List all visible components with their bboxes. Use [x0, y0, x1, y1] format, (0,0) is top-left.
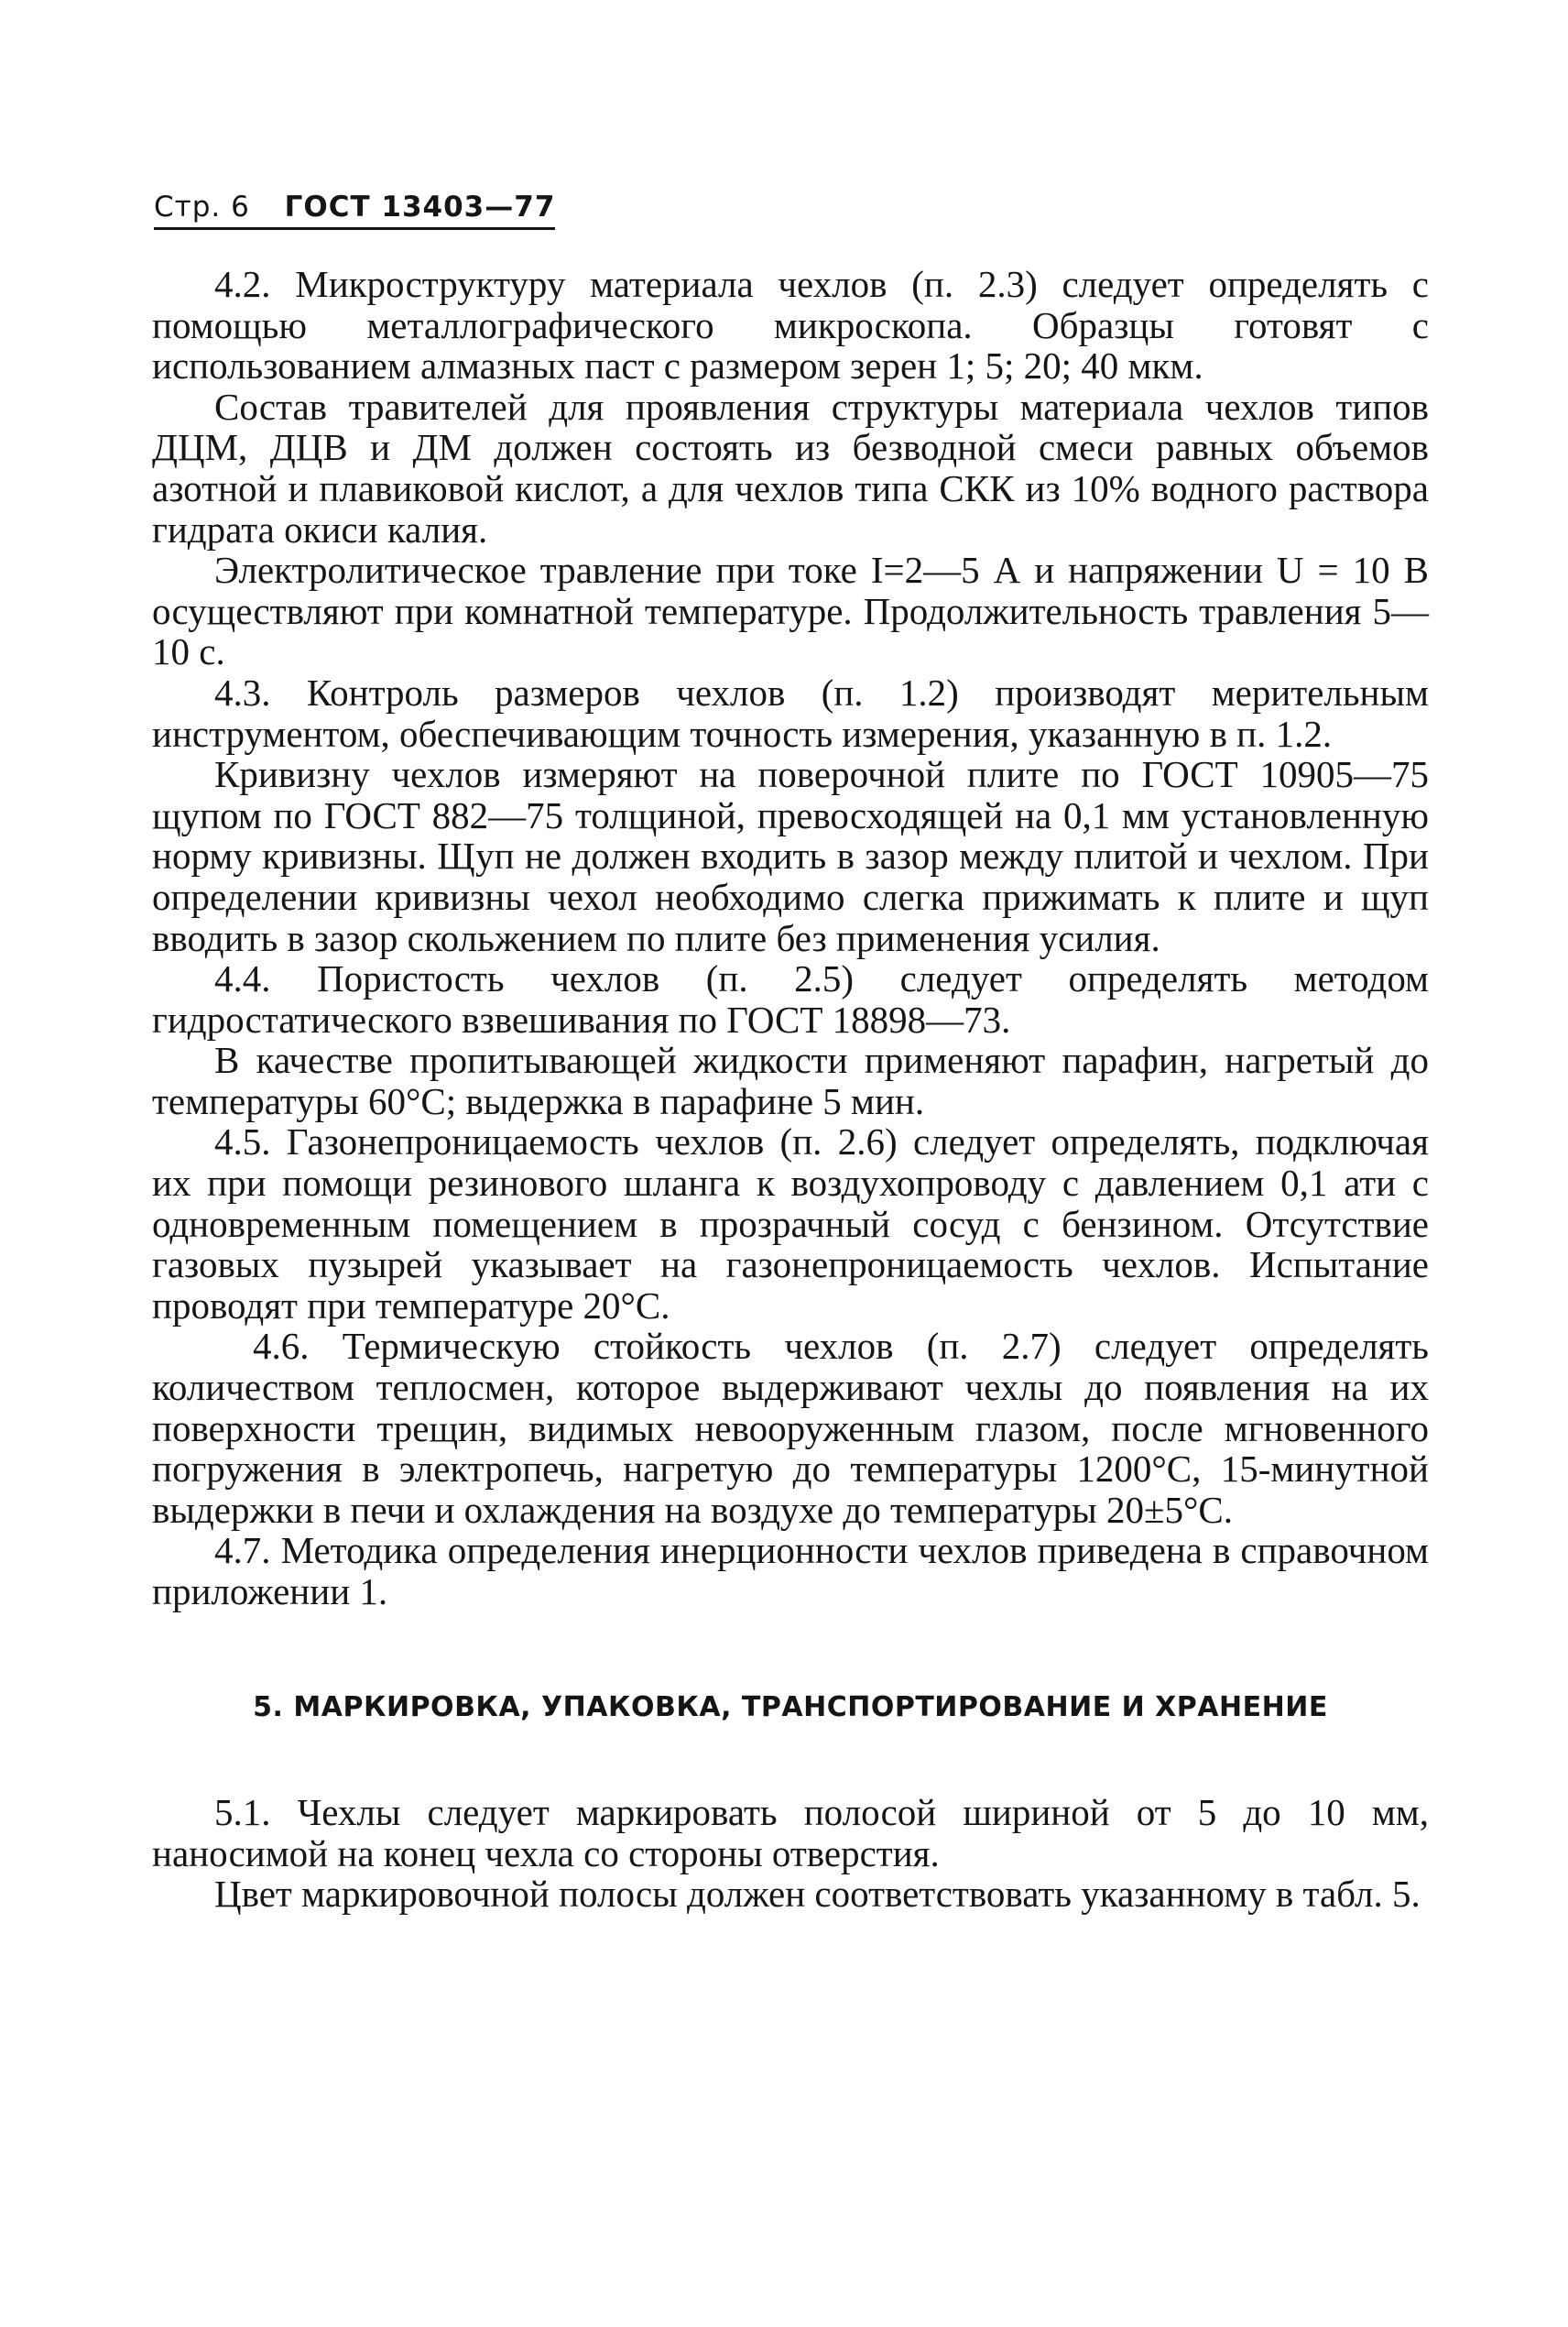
- paragraph-4-3: 4.3. Контроль размеров чехлов (п. 1.2) производят мерительным инструментом, обеспечивающим точность измерения, указанную в п. 1.2.: [152, 671, 1429, 755]
- paragraph-4-4: 4.4. Пористость чехлов (п. 2.5) следует определять методом гидростатического взвешивания по ГОСТ 18898—73.: [152, 957, 1429, 1041]
- standard-number: ГОСТ 13403—77: [284, 191, 556, 224]
- paragraph-5-1: 5.1. Чехлы следует маркировать полосой шириной от 5 до 10 мм, наносимой на конец чехла со стороны отверстия.: [152, 1791, 1429, 1874]
- running-head: [154, 191, 555, 230]
- paragraph-4-7: 4.7. Методика определения инерционности чехлов приведена в справочном приложении 1.: [152, 1529, 1429, 1612]
- body-text: [152, 264, 1429, 1915]
- paragraph-4-5: 4.5. Газонепроницаемость чехлов (п. 2.6) следует определять, подключая их при помощи резинового шланга к воздухопроводу с давлением 0,1 ати с одновременным помещением в прозрачный сосуд с бензином. Отсутствие газовых пузырей указывает на газонепроницаемость чехлов. Испытание проводят при температуре 20°С.: [152, 1120, 1429, 1327]
- paragraph-4-6: 4.6. Термическую стойкость чехлов (п. 2.7) следует определять количеством теплосмен, которое выдерживают чехлы до появления на их поверхности трещин, видимых невооруженным глазом, после мгновенного погружения в электропечь, нагретую до температуры 1200°С, 15-минутной выдержки в печи и охлаждения на воздухе до температуры 20±5°С.: [152, 1325, 1429, 1531]
- paragraph-etchants: Состав травителей для проявления структуры материала чехлов типов ДЦМ, ДЦВ и ДМ должен состоять из безводной смеси равных объемов азотной и плавиковой кислот, а для чехлов типа СКК из 10% водного раствора гидрата окиси калия.: [152, 385, 1429, 551]
- paragraph-curvature: Кривизну чехлов измеряют на поверочной плите по ГОСТ 10905—75 щупом по ГОСТ 882—75 толщиной, превосходящей на 0,1 мм установленную норму кривизны. Щуп не должен входить в зазор между плитой и чехлом. При определении кривизны чехол необходимо слегка прижимать к плите и щуп вводить в зазор скольжением по плите без применения усилия.: [152, 753, 1429, 959]
- paragraph-electrolytic-etching: Электролитическое травление при токе I=2—5 А и напряжении U = 10 В осуществляют при комнатной температуре. Продолжительность травления 5—10 с.: [152, 549, 1429, 673]
- paragraph-4-2: 4.2. Микроструктуру материала чехлов (п. 2.3) следует определять с помощью металлографического микроскопа. Образцы готовят с использованием алмазных паст с размером зерен 1; 5; 20; 40 мкм.: [152, 263, 1429, 388]
- paragraph-marking-color: Цвет маркировочной полосы должен соответствовать указанному в табл. 5.: [214, 1873, 1421, 1916]
- section-5-heading: 5. МАРКИРОВКА, УПАКОВКА, ТРАНСПОРТИРОВАНИЕ И ХРАНЕНИЕ: [253, 1690, 1328, 1723]
- page-number: Стр. 6: [154, 191, 250, 224]
- paragraph-paraffin: В качестве пропитывающей жидкости применяют парафин, нагретый до температуры 60°С; выдержка в парафине 5 мин.: [152, 1039, 1429, 1122]
